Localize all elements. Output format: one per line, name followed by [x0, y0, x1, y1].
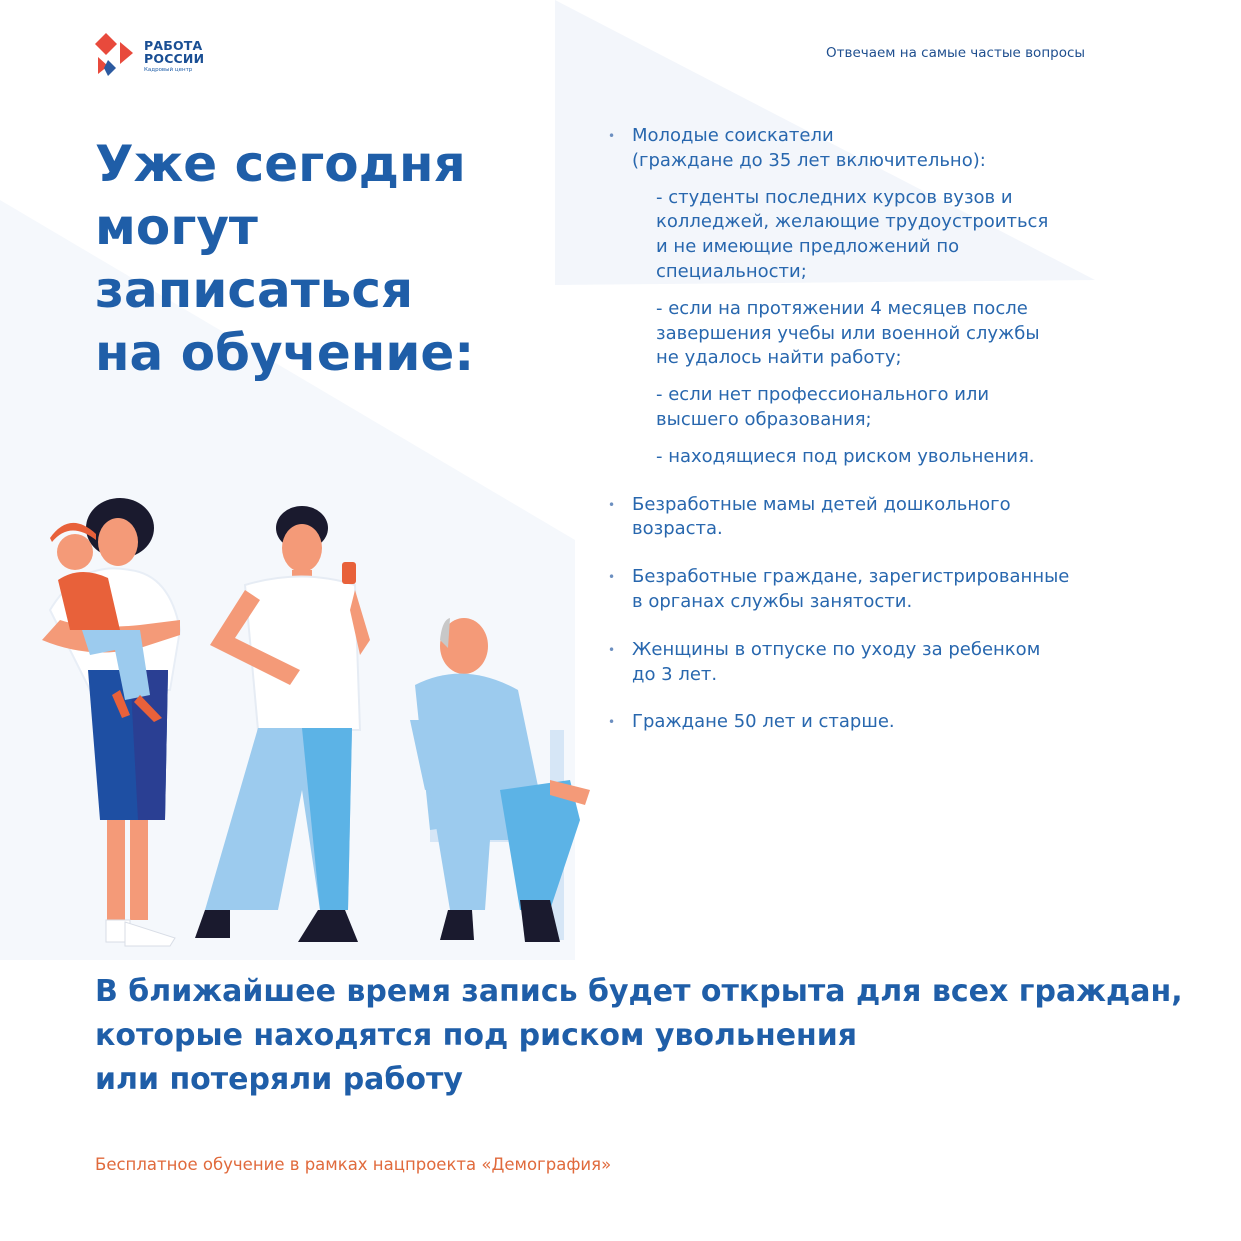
page-title	[95, 133, 565, 385]
logo-subtitle: Кадровый центр	[144, 67, 193, 73]
title-line: на обучение:	[95, 324, 475, 382]
arrows-logo-icon	[92, 30, 138, 76]
list-item: • Граждане 50 лет и старше.	[608, 710, 1168, 735]
announcement	[95, 970, 1195, 1102]
logo-text-line2: РОССИИ	[144, 51, 205, 66]
list-item: • Безработные граждане, зарегистрированные в органах службы занятости.	[608, 565, 1168, 615]
sub-list-item: - студенты последних курсов вузов и колледжей, желающие трудоустроиться и не имеющие предложений по специальности;	[656, 186, 1049, 282]
man-figure	[195, 506, 370, 942]
sub-list-item: - если на протяжении 4 месяцев после завершения учебы или военной службы не удалось найти работу;	[656, 297, 1040, 369]
title-line: Уже сегодня	[95, 135, 466, 193]
logo-text-line1: РАБОТА	[144, 38, 203, 53]
senior-figure	[410, 618, 590, 942]
title-line: могут	[95, 198, 258, 256]
woman-figure	[42, 498, 180, 946]
family-illustration	[30, 490, 610, 960]
footer-note: Бесплатное обучение в рамках нацпроекта «Демография»	[95, 1155, 612, 1174]
sub-list-item: - если нет профессионального или высшего образования;	[656, 384, 990, 430]
list-item: • Молодые соискатели (граждане до 35 лет включительно): - студенты последних курсов вузов и колледжей, желающие трудоустроиться и не имеющие предложений по специальности; - если на протяжении 4 месяцев после завершения учебы или военной службы не удалось найти работу; - если нет профессионального или высшего образования; - находящиеся под риском увольнения.	[608, 124, 1168, 470]
sub-list-item: - находящиеся под риском увольнения.	[656, 445, 1035, 467]
list-item: • Безработные мамы детей дошкольного возраста.	[608, 493, 1168, 543]
header-caption: Отвечаем на самые частые вопросы	[826, 45, 1086, 61]
title-line: записаться	[95, 261, 414, 319]
list-item: • Женщины в отпуске по уходу за ребенком до 3 лет.	[608, 638, 1168, 688]
announcement-line: которые находятся под риском увольнения	[95, 1018, 858, 1053]
rabota-rossii-logo[interactable]	[92, 30, 232, 80]
announcement-line: или потеряли работу	[95, 1062, 463, 1097]
eligibility-list	[608, 124, 1168, 758]
sub-list	[632, 186, 1168, 470]
announcement-line: В ближайшее время запись будет открыта для всех граждан,	[95, 974, 1183, 1009]
